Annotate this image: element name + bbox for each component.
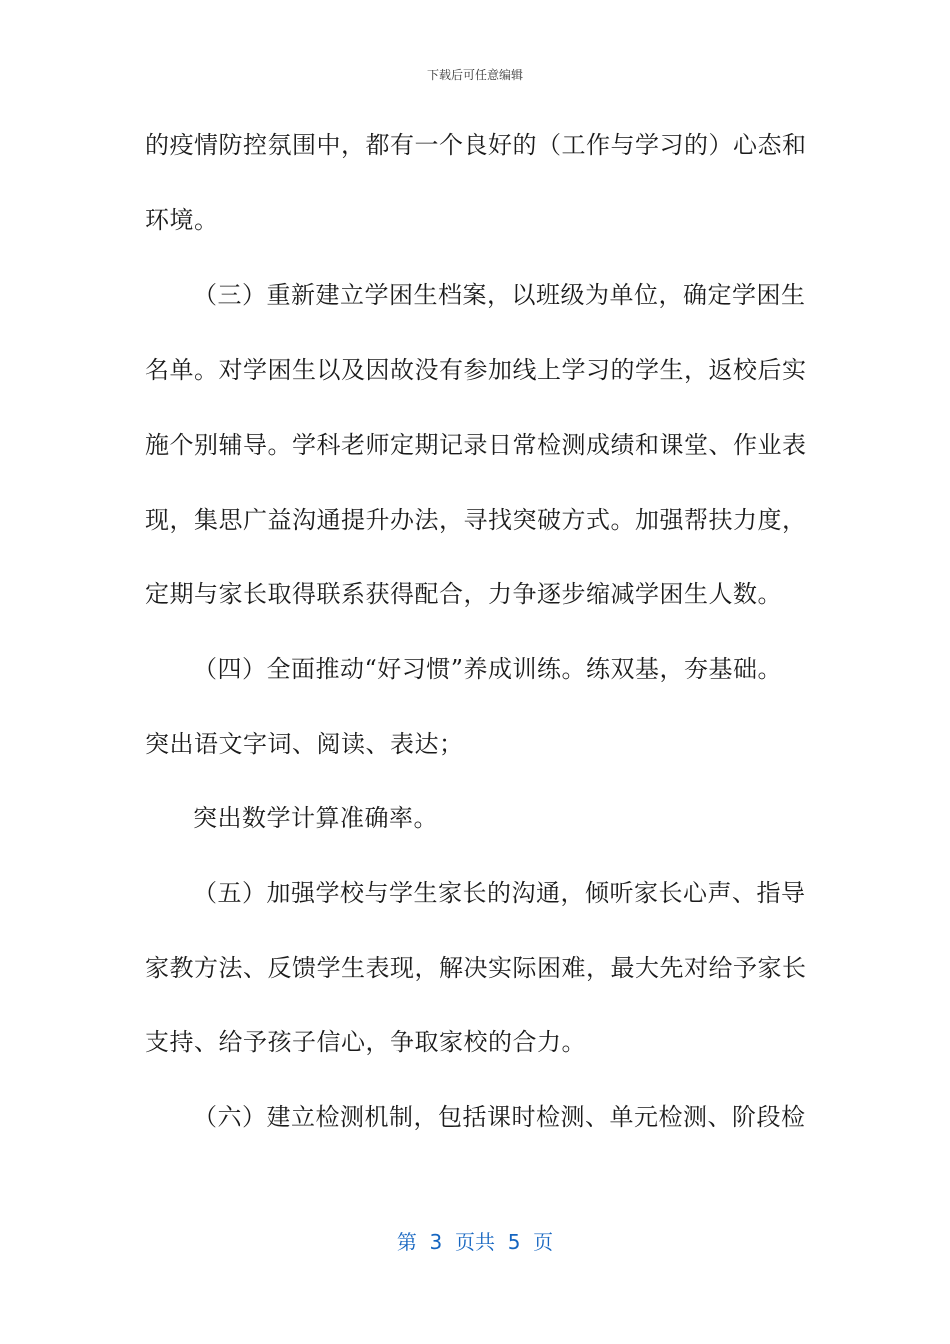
page-footer-pagination: 第 3 页共 5 页	[396, 1230, 554, 1254]
paragraph-line: 的疫情防控氛围中，都有一个良好的（工作与学习的）心态和	[145, 131, 807, 159]
paragraph-line: 现，集思广益沟通提升办法，寻找突破方式。加强帮扶力度，	[145, 506, 807, 534]
paragraph-line: 施个别辅导。学科老师定期记录日常检测成绩和课堂、作业表	[145, 431, 807, 459]
paragraph-line: 名单。对学困生以及因故没有参加线上学习的学生，返校后实	[145, 356, 807, 384]
paragraph-line: （五）加强学校与学生家长的沟通，倾听家长心声、指导	[193, 879, 806, 907]
paragraph-line: 突出语文字词、阅读、表达；	[145, 730, 464, 758]
page-header: 下载后可任意编辑	[426, 68, 523, 82]
paragraph-line: （三）重新建立学困生档案，以班级为单位，确定学困生	[193, 281, 806, 309]
paragraph-line: （六）建立检测机制，包括课时检测、单元检测、阶段检	[193, 1103, 806, 1131]
paragraph-line: 定期与家长取得联系获得配合，力争逐步缩减学困生人数。	[145, 580, 782, 608]
paragraph-line: 家教方法、反馈学生表现，解决实际困难，最大先对给予家长	[145, 954, 807, 982]
paragraph-line: （四）全面推动“好习惯”养成训练。练双基，夯基础。	[193, 655, 783, 683]
paragraph-line: 突出数学计算准确率。	[193, 804, 438, 832]
paragraph-line: 环境。	[145, 206, 219, 234]
paragraph-line: 支持、给予孩子信心，争取家校的合力。	[145, 1028, 586, 1056]
